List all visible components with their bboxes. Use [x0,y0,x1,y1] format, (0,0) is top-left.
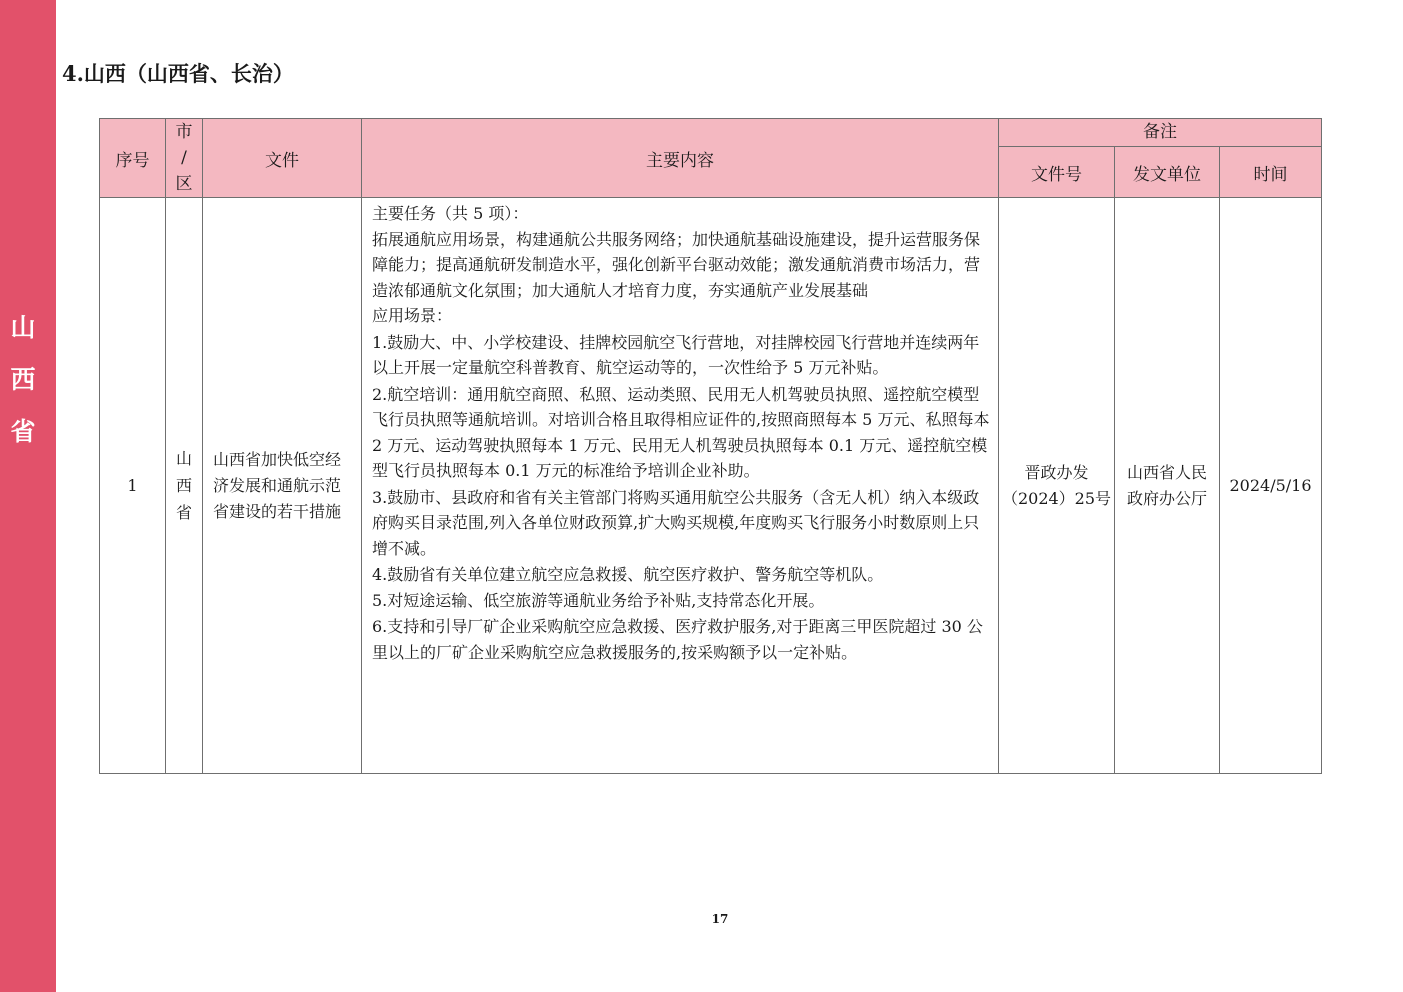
section-title: 4.山西（山西省、长治） [62,61,294,86]
header-document: 文件 [203,119,362,198]
content-scenes-heading: 应用场景： [372,306,453,325]
header-issuer: 发文单位 [1115,147,1220,198]
header-date: 时间 [1220,147,1322,198]
side-label-char: 山 [10,313,36,342]
content-item: 4.鼓励省有关单位建立航空应急救援、航空医疗救护、警务航空等机队。 [372,565,884,584]
content-item: 6.支持和引导厂矿企业采购航空应急救援、医疗救护服务,对于距离三甲医院超过 30 公里以上的厂矿企业采购航空应急救援服务的,按采购额予以一定补贴。 [372,617,983,662]
content-tasks-body: 拓展通航应用场景，构建通航公共服务网络；加快通航基础设施建设，提升运营服务保障能力；提高通航研发制造水平，强化创新平台驱动效能；激发通航消费市场活力，营造浓郁通航文化氛围；加大通航人才培育力度，夯实通航产业发展基础 [372,229,981,300]
policy-table [99,118,1322,774]
content-item: 1.鼓励大、中、小学校建设、挂牌校园航空飞行营地，对挂牌校园飞行营地并连续两年以上开展一定量航空科普教育、航空运动等的，一次性给予 5 万元补贴。 [372,332,980,377]
side-label-char: 西 [10,365,36,394]
cell-document: 山西省加快低空经济发展和通航示范省建设的若干措施 [203,198,362,774]
cell-doc-number: 晋政办发（2024）25号 [999,198,1115,774]
header-city-part: 市 [175,122,193,142]
cell-date: 2024/5/16 [1220,198,1322,774]
table-row [100,198,1322,774]
header-remarks: 备注 [999,119,1322,147]
header-city-part: 区 [175,174,193,194]
header-content: 主要内容 [362,119,999,198]
content-item: 5.对短途运输、低空旅游等通航业务给予补贴,支持常态化开展。 [372,590,825,610]
header-seq: 序号 [100,119,166,198]
side-label-char: 省 [10,417,36,446]
cell-seq: 1 [100,198,166,774]
side-label [0,302,46,458]
side-band [0,0,56,992]
content-tasks-heading: 主要任务（共 5 项）： [372,204,529,223]
header-doc-number: 文件号 [999,147,1115,198]
content-item: 2.航空培训：通用航空商照、私照、运动类照、民用无人机驾驶员执照、遥控航空模型飞行员执照等通航培训。对培训合格且取得相应证件的,按照商照每本 5 万元、私照每本 2 万元、运动驾驶执照每本 1 万元、民用无人机驾驶员执照每本 0.1 万元、遥控航空模型飞行员执照每本 0.1 万元的标准给予培训企业补助。 [372,384,990,480]
cell-city-part: 西 [175,476,192,495]
page-number: 17 [711,912,729,926]
cell-city [166,198,203,774]
cell-content [362,198,999,774]
header-city [166,119,203,198]
cell-city-part: 山 [175,449,192,468]
content-item: 3.鼓励市、县政府和省有关主管部门将购买通用航空公共服务（含无人机）纳入本级政府购买目录范围,列入各单位财政预算,扩大购买规模,年度购买飞行服务小时数原则上只增不减。 [372,487,980,558]
cell-issuer: 山西省人民政府办公厅 [1115,198,1220,774]
header-city-part: / [181,148,187,168]
cell-city-part: 省 [175,503,192,522]
